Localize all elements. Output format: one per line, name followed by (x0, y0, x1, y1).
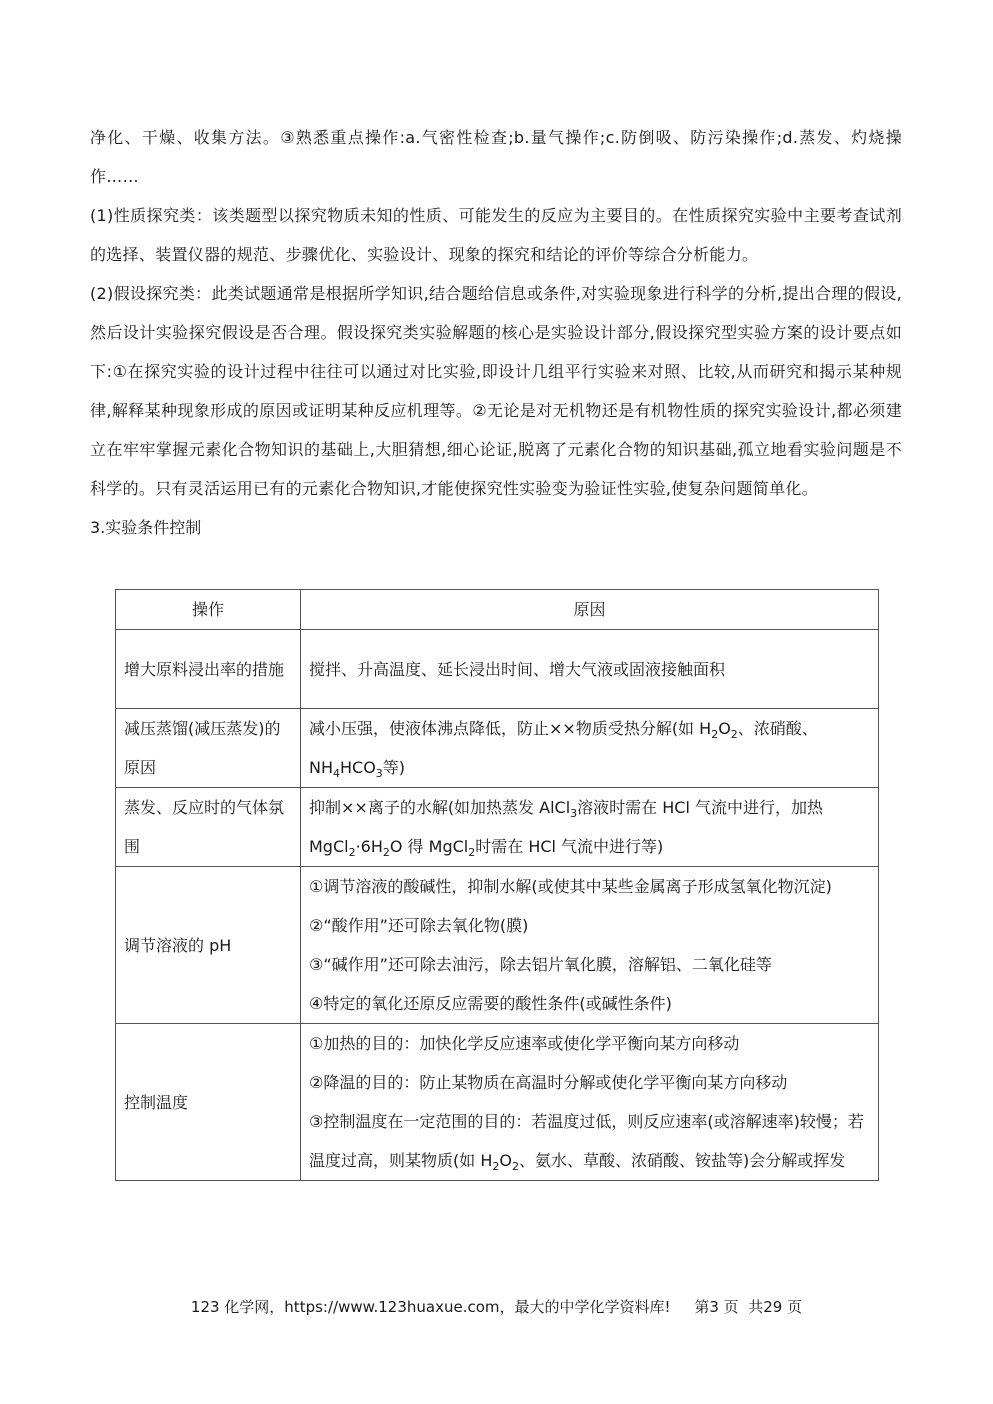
reason-line: ③控制温度在一定范围的目的：若温度过低，则反应速率(或溶解速率)较慢；若温度过高，则某物质(如 $H_2O_2$、氨水、草酸、浓硝酸、铵盐等)会分解或挥发 (309, 1112, 864, 1173)
cell-reason (301, 867, 879, 1024)
reason-line: ②降温的目的：防止某物质在高温时分解或使化学平衡向某方向移动 (309, 1073, 788, 1092)
cell-reason: 搅拌、升高温度、延长浸出时间、增大气液或固液接触面积 (301, 630, 879, 709)
cell-reason (301, 709, 879, 788)
reason-line: ①调节溶液的酸碱性，抑制水解(或使其中某些金属离子形成氢氧化物沉淀) (309, 877, 832, 896)
table-row (116, 1024, 879, 1181)
cell-reason (301, 1024, 879, 1181)
cell-reason (301, 788, 879, 867)
paragraph-property-inquiry: (1)性质探究类：该类题型以探究物质未知的性质、可能发生的反应为主要目的。在性质探究实验中主要考查试剂的选择、装置仪器的规范、步骤优化、实验设计、现象的探究和结论的评价等综合分析能力。 (90, 206, 902, 264)
reason-line: $NH_4HCO_3$等) (309, 758, 406, 780)
cell-operation: 蒸发、反应时的气体氛围 (116, 788, 301, 867)
reason-line: ①加热的目的：加快化学反应速率或使化学平衡向某方向移动 (309, 1034, 740, 1053)
cell-operation: 增大原料浸出率的措施 (116, 630, 301, 709)
header-operation: 操作 (116, 590, 301, 630)
header-reason: 原因 (301, 590, 879, 630)
cell-operation: 控制温度 (116, 1024, 301, 1181)
table-row (116, 630, 879, 709)
reason-line: ③“碱作用”还可除去油污，除去铝片氧化膜，溶解铝、二氧化硅等 (309, 955, 772, 974)
reason-line: 抑制××离子的水解(如加热蒸发 AlCl$_3$溶液时需在 HCl 气流中进行，加热 (309, 798, 823, 820)
table-row (116, 788, 879, 867)
page-footer: 123 化学网，https://www.123huaxue.com，最大的中学化学资料库! 第3 页 共29 页 (190, 1298, 803, 1316)
reason-line: 减小压强，使液体沸点降低，防止××物质受热分解(如 $H_2O_2$、浓硝酸、 (309, 719, 818, 741)
reason-line: $MgCl_2\cdot 6H_2O$ 得 MgCl$_2$时需在 HCl 气流中进行等) (309, 837, 664, 859)
paragraph-operations: 净化、干燥、收集方法。③熟悉重点操作:a.气密性检查;b.量气操作;c.防倒吸、防污染操作;d.蒸发、灼烧操作…… (90, 128, 902, 186)
paragraph-hypothesis-inquiry: (2)假设探究类：此类试题通常是根据所学知识,结合题给信息或条件,对实验现象进行科学的分析,提出合理的假设,然后设计实验探究假设是否合理。假设探究类实验解题的核心是实验设计部分,假设探究型实验方案的设计要点如下:①在探究实验的设计过程中往往可以通过对比实验,即设计几组平行实验来对照、比较,从而研究和揭示某种规律,解释某种现象形成的原因或证明某种反应机理等。②无论是对无机物还是有机物性质的探究实验设计,都必须建立在牢牢掌握元素化合物知识的基础上,大胆猜想,细心论证,脱离了元素化合物的知识基础,孤立地看实验问题是不科学的。只有灵活运用已有的元素化合物知识,才能使探究性实验变为验证性实验,使复杂问题简单化。 (90, 284, 902, 498)
document-body (90, 118, 902, 547)
conditions-table (115, 589, 879, 1181)
section-heading: 3.实验条件控制 (90, 518, 202, 537)
cell-operation: 减压蒸馏(减压蒸发)的原因 (116, 709, 301, 788)
cell-operation: 调节溶液的 pH (116, 867, 301, 1024)
table-row (116, 709, 879, 788)
reason-line: ②“酸作用”还可除去氧化物(膜) (309, 916, 529, 935)
reason-line: ④特定的氧化还原反应需要的酸性条件(或碱性条件) (309, 994, 672, 1013)
table-row (116, 867, 879, 1024)
table-header-row (116, 590, 879, 630)
